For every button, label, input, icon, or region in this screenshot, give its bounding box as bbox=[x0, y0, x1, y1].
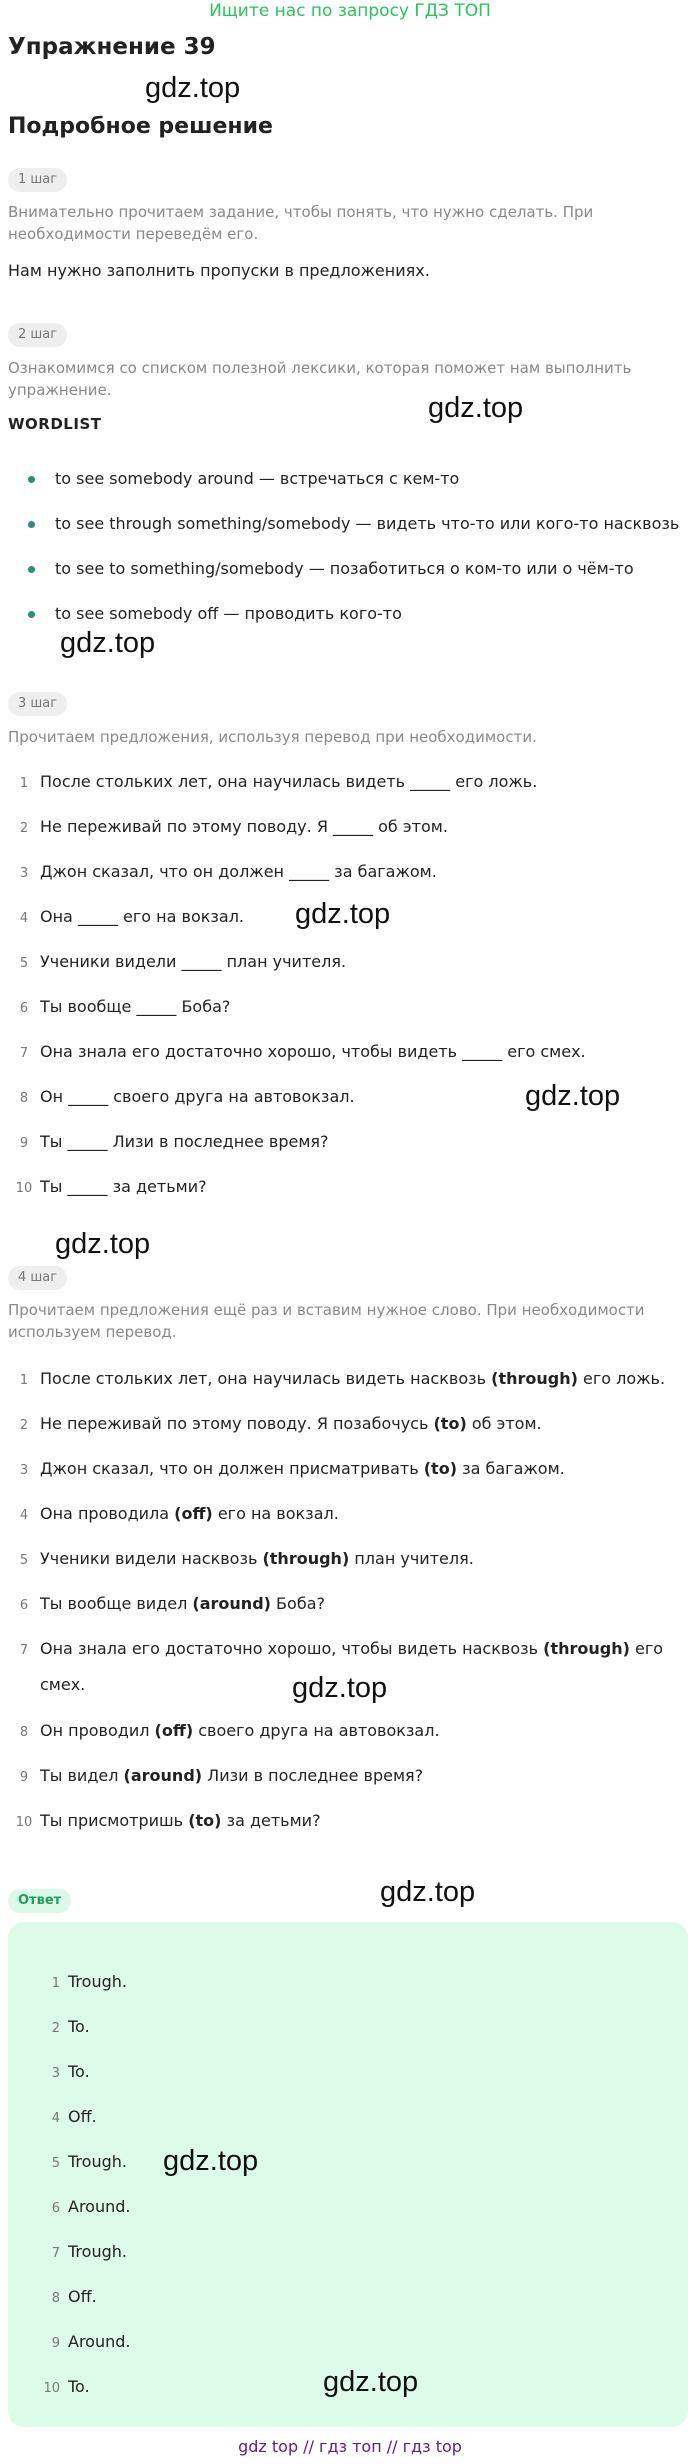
sentence-row: 10 Ты _____ за детьми? bbox=[15, 1177, 207, 1196]
bullet-icon bbox=[28, 566, 35, 573]
watermark: gdz.top bbox=[60, 627, 156, 659]
sentence-row: 5 Ученики видели _____ план учителя. bbox=[19, 952, 347, 971]
sentence-row: 8 Он _____ своего друга на автовокзал. bbox=[19, 1087, 355, 1106]
answer-item: 2 To. bbox=[51, 2017, 90, 2036]
sentence-row: 7 Она знала его достаточно хорошо, чтобы видеть _____ его смех. bbox=[19, 1042, 586, 1061]
watermark: gdz.top bbox=[292, 1672, 388, 1704]
bullet-icon bbox=[28, 611, 35, 618]
watermark: gdz.top bbox=[323, 2366, 419, 2398]
section-title: Подробное решение bbox=[8, 114, 273, 139]
page-title: Упражнение 39 bbox=[8, 34, 216, 60]
answer-box bbox=[8, 1922, 688, 2427]
sentence-row: 2 Не переживай по этому поводу. Я _____ об этом. bbox=[19, 817, 448, 836]
step-badge-2: 2 шаг bbox=[8, 323, 67, 347]
answer-badge: Ответ bbox=[8, 1889, 71, 1913]
answer-sentence-row-continuation: смех. bbox=[40, 1675, 86, 1694]
watermark: gdz.top bbox=[525, 1080, 621, 1112]
top-banner[interactable]: Ищите нас по запросу ГДЗ ТОП bbox=[209, 1, 491, 21]
sentence-row: 9 Ты _____ Лизи в последнее время? bbox=[19, 1132, 329, 1151]
answer-item: 6 Around. bbox=[51, 2197, 131, 2216]
step-1-description: Внимательно прочитаем задание, чтобы понять, что нужно сделать. При необходимости переведём его. bbox=[8, 203, 594, 243]
watermark: gdz.top bbox=[295, 898, 391, 930]
step-4-description: Прочитаем предложения ещё раз и вставим нужное слово. При необходимости используем перевод. bbox=[8, 1301, 645, 1341]
watermark: gdz.top bbox=[163, 2145, 259, 2177]
watermark: gdz.top bbox=[380, 1876, 476, 1908]
wordlist-title: WORDLIST bbox=[8, 415, 102, 433]
step-badge-1: 1 шаг bbox=[8, 168, 67, 192]
step-1-text: Нам нужно заполнить пропуски в предложениях. bbox=[8, 261, 430, 280]
step-3-description: Прочитаем предложения, используя перевод при необходимости. bbox=[8, 728, 537, 746]
answer-sentence-row: 4 Она проводила (off) его на вокзал. bbox=[19, 1504, 339, 1523]
answer-item: 5 Trough. bbox=[51, 2152, 127, 2171]
sentence-row: 3 Джон сказал, что он должен _____ за багажом. bbox=[19, 862, 437, 881]
bottom-links[interactable]: gdz top // гдз топ // гдз top bbox=[238, 2437, 462, 2456]
sentence-row: 4 Она _____ его на вокзал. bbox=[19, 907, 245, 926]
answer-sentence-row: 1 После стольких лет, она научилась видеть насквозь (through) его ложь. bbox=[19, 1369, 666, 1388]
answer-sentence-row: 8 Он проводил (off) своего друга на автовокзал. bbox=[19, 1721, 440, 1740]
answer-item: 3 To. bbox=[51, 2062, 90, 2081]
answer-item: 1 Trough. bbox=[51, 1972, 127, 1991]
step-2-description: Ознакомимся со списком полезной лексики, которая поможет нам выполнить упражнение. bbox=[8, 359, 632, 399]
answer-sentence-row: 6 Ты вообще видел (around) Боба? bbox=[19, 1594, 325, 1613]
answer-sentence-row: 5 Ученики видели насквозь (through) план учителя. bbox=[19, 1549, 474, 1568]
bullet-icon bbox=[28, 521, 35, 528]
step-badge-3: 3 шаг bbox=[8, 692, 67, 716]
wordlist-item: to see through something/somebody — видеть что-то или кого-то насквозь bbox=[8, 514, 700, 533]
answer-sentence-row: 3 Джон сказал, что он должен присматривать (to) за багажом. bbox=[19, 1459, 565, 1478]
answer-item: 7 Trough. bbox=[51, 2242, 127, 2261]
wordlist-item: to see somebody around — встречаться с кем-то bbox=[8, 469, 700, 488]
answer-item: 10 To. bbox=[43, 2377, 90, 2396]
sentence-row: 1 После стольких лет, она научилась видеть _____ его ложь. bbox=[19, 772, 538, 791]
step-badge-4: 4 шаг bbox=[8, 1266, 67, 1290]
watermark: gdz.top bbox=[145, 72, 241, 104]
answer-item: 8 Off. bbox=[51, 2287, 97, 2306]
answer-item: 9 Around. bbox=[51, 2332, 131, 2351]
bullet-icon bbox=[28, 476, 35, 483]
answer-sentence-row: 10 Ты присмотришь (to) за детьми? bbox=[15, 1811, 321, 1830]
wordlist-item: to see to something/somebody — позаботиться о ком-то или о чём-то bbox=[8, 559, 700, 578]
sentence-row: 6 Ты вообще _____ Боба? bbox=[19, 997, 231, 1016]
answer-item: 4 Off. bbox=[51, 2107, 97, 2126]
answer-sentence-row: 7 Она знала его достаточно хорошо, чтобы видеть насквозь (through) его bbox=[19, 1639, 664, 1658]
answer-sentence-row: 9 Ты видел (around) Лизи в последнее время? bbox=[19, 1766, 424, 1785]
watermark: gdz.top bbox=[428, 392, 524, 424]
wordlist-item: to see somebody off — проводить кого-то bbox=[8, 604, 700, 623]
answer-sentence-row: 2 Не переживай по этому поводу. Я позабочусь (to) об этом. bbox=[19, 1414, 542, 1433]
watermark: gdz.top bbox=[55, 1228, 151, 1260]
